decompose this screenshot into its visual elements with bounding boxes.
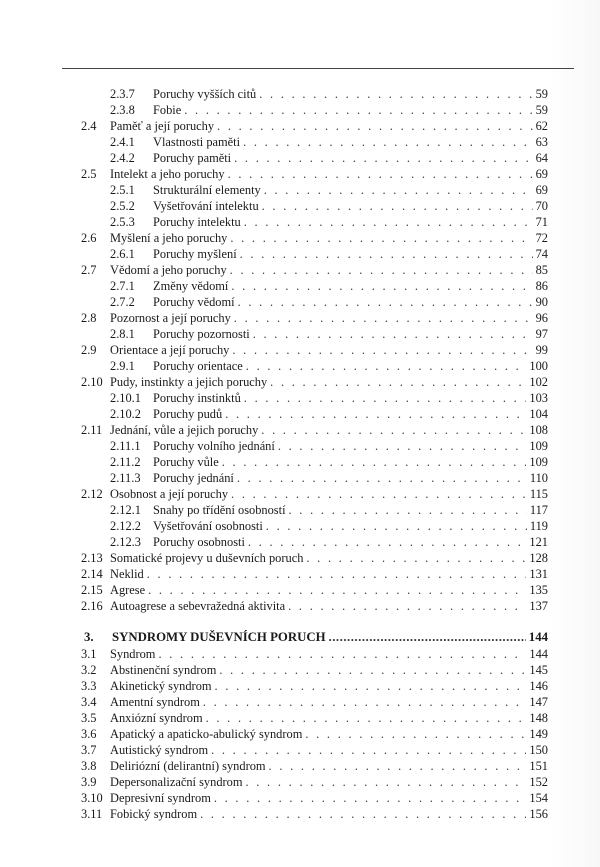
toc-entry-title: Poruchy vůle: [153, 455, 219, 469]
toc-entry-number: 2.4: [81, 119, 97, 133]
toc-row: [0, 694, 600, 710]
toc-entry-number: 2.12.1: [110, 503, 141, 517]
toc-entry-number: 2.14: [81, 567, 103, 581]
dot-leader: [264, 182, 533, 198]
toc-row: [0, 230, 600, 246]
toc-entry-number: 3.: [84, 630, 94, 644]
toc-row: [0, 166, 600, 182]
toc-entry-title: Poruchy paměti: [153, 151, 232, 165]
toc-row: [0, 310, 600, 326]
toc-row: [0, 790, 600, 806]
dot-leader: [231, 278, 532, 294]
toc-entry-title: Vlastnosti paměti: [153, 135, 241, 149]
toc-entry-number: 2.6.1: [110, 247, 135, 261]
toc-entry-title: Autistický syndrom: [110, 743, 209, 757]
toc-page-number: 137: [529, 599, 548, 613]
toc-row: [0, 390, 600, 406]
toc-entry-number: 2.8.1: [110, 327, 135, 341]
toc-entry-number: 3.4: [81, 695, 97, 709]
toc-row: [0, 294, 600, 310]
toc-entry-title: Poruchy jednání: [153, 471, 234, 485]
toc-entry-number: 3.3: [81, 679, 97, 693]
toc-entry-number: 2.3.7: [110, 87, 135, 101]
dot-leader: [234, 310, 533, 326]
toc-entry-title: Myšlení a jeho poruchy: [110, 231, 228, 245]
toc-page-number: 90: [535, 295, 548, 309]
dot-leader: [203, 694, 527, 710]
toc-entry-number: 2.7.1: [110, 279, 135, 293]
toc-page-number: 135: [529, 583, 548, 597]
toc-page-number: 72: [535, 231, 548, 245]
dot-leader: [288, 598, 526, 614]
toc-row: [0, 598, 600, 614]
toc-page-number: 145: [529, 663, 548, 677]
dot-leader: [214, 790, 527, 806]
dot-leader: [148, 582, 526, 598]
toc-page-number: 100: [529, 359, 548, 373]
toc-row: [0, 134, 600, 150]
toc-entry-number: 2.12: [81, 487, 103, 501]
dot-leader: [211, 742, 526, 758]
dot-leader: [245, 774, 526, 790]
toc-page-number: 97: [535, 327, 548, 341]
dot-leader: [184, 102, 532, 118]
toc-row: [0, 422, 600, 438]
toc-entry-title: Vědomí a jeho poruchy: [110, 263, 227, 277]
dot-leader: [289, 502, 527, 518]
toc-row: [0, 662, 600, 678]
toc-row: [0, 502, 600, 518]
toc-page-number: 115: [529, 487, 548, 501]
toc-entry-title: Snahy po třídění osobností: [153, 503, 286, 517]
toc-entry-number: 3.8: [81, 759, 97, 773]
toc-page-number: 148: [529, 711, 548, 725]
dot-leader: [266, 518, 527, 534]
dot-leader: [259, 86, 532, 102]
toc-page-number: 152: [529, 775, 548, 789]
dot-leader: [158, 646, 526, 662]
dot-leader: [243, 134, 533, 150]
toc-entry-number: 2.10.2: [110, 407, 141, 421]
toc-entry-number: 2.4.1: [110, 135, 135, 149]
toc-page-number: 150: [529, 743, 548, 757]
toc-entry-title: Poruchy pudů: [153, 407, 223, 421]
toc-entry-number: 3.6: [81, 727, 97, 741]
toc-page-number: 149: [529, 727, 548, 741]
dot-leader: [147, 566, 527, 582]
toc-page-number: 103: [529, 391, 548, 405]
toc-row: [0, 726, 600, 742]
toc-row: [0, 582, 600, 598]
toc-row: [0, 534, 600, 550]
toc-page-number: 62: [535, 119, 548, 133]
dot-leader: [270, 374, 526, 390]
toc-row: [0, 342, 600, 358]
dot-leader: [219, 662, 526, 678]
toc-page-number: 109: [529, 455, 548, 469]
toc-page-number: 117: [529, 503, 548, 517]
toc-entry-title: Poruchy myšlení: [153, 247, 237, 261]
toc-row: [0, 774, 600, 790]
toc-entry-number: 2.16: [81, 599, 103, 613]
toc-entry-number: 2.12.3: [110, 535, 141, 549]
toc-entry-number: 2.8: [81, 311, 97, 325]
toc-row: [0, 454, 600, 470]
toc-entry-title: Orientace a její poruchy: [110, 343, 230, 357]
toc-page-number: 59: [535, 87, 548, 101]
dot-leader: [246, 358, 527, 374]
dot-leader: [306, 550, 526, 566]
toc-entry-title: Vyšetřování intelektu: [153, 199, 259, 213]
toc-row: [0, 678, 600, 694]
toc-entry-number: 2.5.2: [110, 199, 135, 213]
dot-leader: [253, 326, 533, 342]
toc-entry-number: 3.7: [81, 743, 97, 757]
toc-entry-title: Agrese: [110, 583, 146, 597]
toc-entry-title: Pudy, instinkty a jejich poruchy: [110, 375, 268, 389]
dot-leader: [215, 678, 527, 694]
toc-entry-number: 3.2: [81, 663, 97, 677]
toc-entry-number: 2.11: [81, 423, 103, 437]
toc-entry-title: Poruchy intelektu: [153, 215, 241, 229]
dot-leader: [206, 710, 527, 726]
dot-leader: [244, 214, 533, 230]
toc-page-number: 69: [535, 183, 548, 197]
toc-entry-title: Anxiózní syndrom: [110, 711, 203, 725]
dot-leader: [234, 150, 532, 166]
toc-entry-title: Neklid: [110, 567, 144, 581]
toc-row: [0, 214, 600, 230]
toc-entry-number: 2.5.1: [110, 183, 135, 197]
toc-row: [0, 710, 600, 726]
toc-row: [0, 118, 600, 134]
toc-page-number: 74: [535, 247, 548, 261]
toc-entry-title: Strukturální elementy: [153, 183, 261, 197]
toc-row: [0, 518, 600, 534]
toc-entry-number: 3.11: [81, 807, 103, 821]
toc-entry-title: Poruchy volního jednání: [153, 439, 275, 453]
toc-row: [0, 646, 600, 662]
toc-page-number: 147: [529, 695, 548, 709]
toc-entry-title: Paměť a její poruchy: [110, 119, 215, 133]
toc-entry-title: Amentní syndrom: [110, 695, 200, 709]
toc-row: [0, 326, 600, 342]
dot-leader: [305, 726, 526, 742]
dot-leader: [329, 629, 526, 646]
toc-page-number: 63: [535, 135, 548, 149]
toc-entry-number: 2.11.2: [110, 455, 141, 469]
toc-entry-title: Abstinenční syndrom: [110, 663, 217, 677]
toc-page-number: 59: [535, 103, 548, 117]
toc-entry-title: Syndrom: [110, 647, 156, 661]
dot-leader: [232, 342, 532, 358]
toc-page-number: 96: [535, 311, 548, 325]
toc-row: [0, 374, 600, 390]
toc-page-number: 71: [535, 215, 548, 229]
toc-entry-title: Poruchy orientace: [153, 359, 243, 373]
dot-leader: [222, 454, 527, 470]
toc-entry-title: Jednání, vůle a jejich poruchy: [110, 423, 259, 437]
toc-entry-title: Intelekt a jeho poruchy: [110, 167, 225, 181]
toc-page-number: 119: [529, 519, 548, 533]
toc-entry-title: Depersonalizační syndrom: [110, 775, 243, 789]
toc-row: [0, 278, 600, 294]
toc-page-number: 99: [535, 343, 548, 357]
toc-page-number: 110: [529, 471, 548, 485]
toc-entry-title: Akinetický syndrom: [110, 679, 212, 693]
dot-leader: [230, 262, 533, 278]
toc-entry-number: 2.9.1: [110, 359, 135, 373]
toc-entry-number: 3.1: [81, 647, 97, 661]
page-edge-shadow: [548, 0, 600, 867]
toc-entry-title: Pozornost a její poruchy: [110, 311, 231, 325]
toc-page-number: 86: [535, 279, 548, 293]
toc-row: [0, 102, 600, 118]
toc-row: [0, 438, 600, 454]
toc-page-number: 121: [529, 535, 548, 549]
toc-page-number: 156: [529, 807, 548, 821]
toc-row: [0, 150, 600, 166]
toc-page-number: 131: [529, 567, 548, 581]
toc-entry-number: 2.6: [81, 231, 97, 245]
toc-entry-number: 2.15: [81, 583, 103, 597]
toc-row: [0, 86, 600, 102]
dot-leader: [238, 294, 533, 310]
dot-leader: [261, 422, 526, 438]
toc-page-number: 70: [535, 199, 548, 213]
toc-entry-title: Poruchy osobnosti: [153, 535, 245, 549]
toc-entry-number: 3.9: [81, 775, 97, 789]
toc-entry-number: 3.5: [81, 711, 97, 725]
toc-row: [0, 198, 600, 214]
toc-entry-number: 2.10: [81, 375, 103, 389]
toc-row: [0, 486, 600, 502]
dot-leader: [230, 230, 532, 246]
toc-row: [0, 758, 600, 774]
toc-row: [0, 182, 600, 198]
toc-entry-title: Změny vědomí: [153, 279, 229, 293]
toc-entry-title: Vyšetřování osobnosti: [153, 519, 263, 533]
toc-entry-number: 2.3.8: [110, 103, 135, 117]
toc-page-number: 85: [535, 263, 548, 277]
toc-entry-title: Osobnost a její poruchy: [110, 487, 229, 501]
toc-page-number: 109: [529, 439, 548, 453]
toc-entry-title: Fobie: [153, 103, 182, 117]
toc-page-number: 154: [529, 791, 548, 805]
dot-leader: [244, 390, 527, 406]
toc-row: [0, 246, 600, 262]
toc-row: [0, 358, 600, 374]
toc-entry-title: Somatické projevy u duševních poruch: [110, 551, 304, 565]
toc-entry-title: Depresivní syndrom: [110, 791, 211, 805]
toc-row: [0, 470, 600, 486]
toc-entry-title: Poruchy vědomí: [153, 295, 235, 309]
dot-leader: [228, 166, 533, 182]
dot-leader: [231, 486, 527, 502]
table-of-contents: [0, 86, 600, 822]
toc-row: [0, 550, 600, 566]
dot-leader: [225, 406, 526, 422]
dot-leader: [269, 758, 527, 774]
toc-page-number: 146: [529, 679, 548, 693]
toc-row: [0, 406, 600, 422]
toc-page-number: 104: [529, 407, 548, 421]
toc-row: [0, 262, 600, 278]
toc-entry-number: 2.12.2: [110, 519, 141, 533]
dot-leader: [200, 806, 526, 822]
toc-entry-number: 2.13: [81, 551, 103, 565]
toc-entry-number: 3.10: [81, 791, 103, 805]
toc-row: [0, 566, 600, 582]
toc-page-number: 144: [528, 630, 548, 644]
toc-entry-number: 2.4.2: [110, 151, 135, 165]
header-rule: [62, 68, 574, 69]
toc-entry-number: 2.7.2: [110, 295, 135, 309]
toc-page-number: 128: [529, 551, 548, 565]
toc-entry-number: 2.11.3: [110, 471, 141, 485]
dot-leader: [240, 246, 533, 262]
toc-page-number: 102: [529, 375, 548, 389]
toc-entry-number: 2.7: [81, 263, 97, 277]
dot-leader: [248, 534, 527, 550]
toc-page-number: 108: [529, 423, 548, 437]
toc-page-number: 64: [535, 151, 548, 165]
toc-row: [0, 742, 600, 758]
toc-entry-title: Poruchy pozornosti: [153, 327, 250, 341]
toc-entry-title: SYNDROMY DUŠEVNÍCH PORUCH: [112, 630, 326, 644]
toc-entry-number: 2.9: [81, 343, 97, 357]
toc-entry-number: 2.11.1: [110, 439, 141, 453]
dot-leader: [278, 438, 527, 454]
toc-entry-number: 2.5.3: [110, 215, 135, 229]
toc-row: [0, 806, 600, 822]
toc-entry-title: Fobický syndrom: [110, 807, 198, 821]
toc-entry-number: 2.5: [81, 167, 97, 181]
dot-leader: [262, 198, 533, 214]
toc-entry-number: 2.10.1: [110, 391, 141, 405]
dot-leader: [217, 118, 533, 134]
toc-page-number: 144: [529, 647, 548, 661]
toc-page-number: 151: [529, 759, 548, 773]
toc-entry-title: Poruchy vyšších citů: [153, 87, 257, 101]
toc-chapter-row: [0, 629, 600, 646]
toc-entry-title: Deliriózní (delirantní) syndrom: [110, 759, 266, 773]
dot-leader: [237, 470, 527, 486]
toc-entry-title: Autoagrese a sebevražedná aktivita: [110, 599, 286, 613]
toc-entry-title: Apatický a apaticko-abulický syndrom: [110, 727, 303, 741]
toc-entry-title: Poruchy instinktů: [153, 391, 241, 405]
toc-page-number: 69: [535, 167, 548, 181]
